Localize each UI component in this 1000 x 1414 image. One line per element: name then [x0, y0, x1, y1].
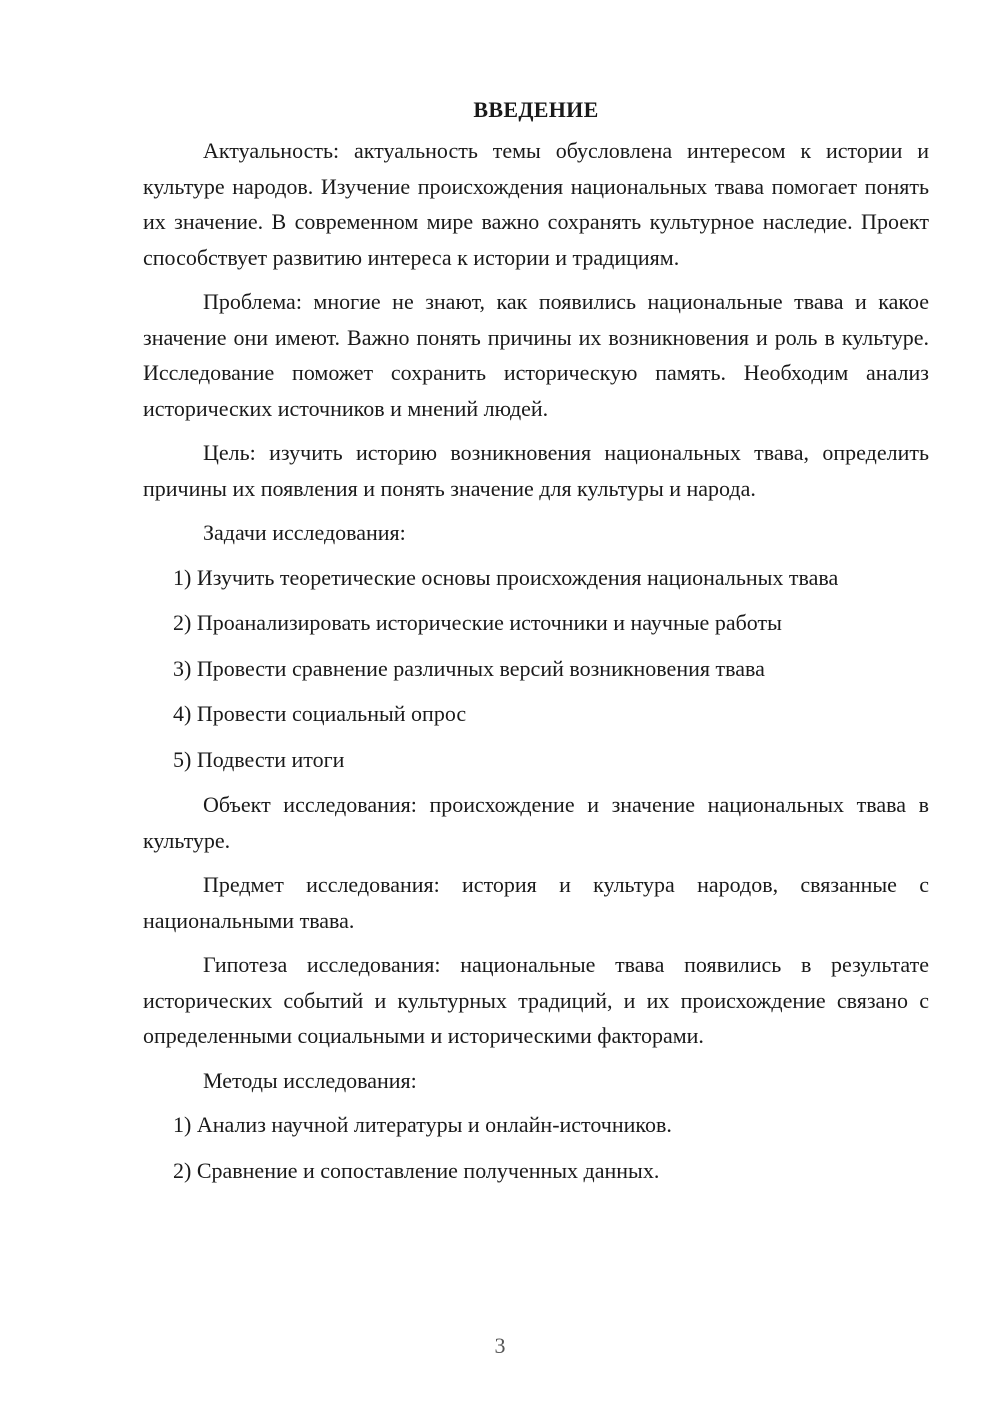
problem-paragraph: Проблема: многие не знают, как появились национальные твава и какое значение они имеют. Важно понять причины их возникновения и роль в культуре. Исследование поможет сохранить историческую память. Необходим анализ исторических источников и мнений людей. [143, 289, 929, 421]
task-item: 3) Провести сравнение различных версий возникновения твава [173, 655, 765, 681]
method-item: 2) Сравнение и сопоставление полученных данных. [173, 1157, 660, 1183]
task-item: 4) Провести социальный опрос [173, 701, 467, 726]
relevance-paragraph: Актуальность: актуальность темы обусловлена интересом к истории и культуре народов. Изучение происхождения национальных твава помогает понять их значение. В современном мире важно сохранять культурное наследие. Проект способствует развитию интереса к истории и традициям. [143, 138, 929, 270]
method-item: 1) Анализ научной литературы и онлайн-источников. [173, 1112, 672, 1137]
object-paragraph: Объект исследования: происхождение и значение национальных твава в культуре. [143, 792, 929, 853]
subject-paragraph: Предмет исследования: история и культура народов, связанные с национальными твава. [143, 872, 929, 933]
page-number: 3 [494, 1333, 506, 1358]
task-item: 2) Проанализировать исторические источники и научные работы [173, 610, 782, 635]
methods-heading: Методы исследования: [203, 1067, 417, 1093]
task-item: 5) Подвести итоги [173, 746, 345, 772]
tasks-heading: Задачи исследования: [203, 520, 406, 545]
hypothesis-paragraph: Гипотеза исследования: национальные твава появились в результате исторических событий и культурных традиций, и их происхождение связано с определенными социальными и историческими факторами. [143, 952, 929, 1048]
goal-paragraph: Цель: изучить историю возникновения национальных твава, определить причины их появления и понять значение для культуры и народа. [143, 440, 929, 501]
task-item: 1) Изучить теоретические основы происхождения национальных твава [173, 564, 839, 590]
document-page [143, 88, 929, 1198]
section-title: ВВЕДЕНИЕ [473, 97, 599, 122]
